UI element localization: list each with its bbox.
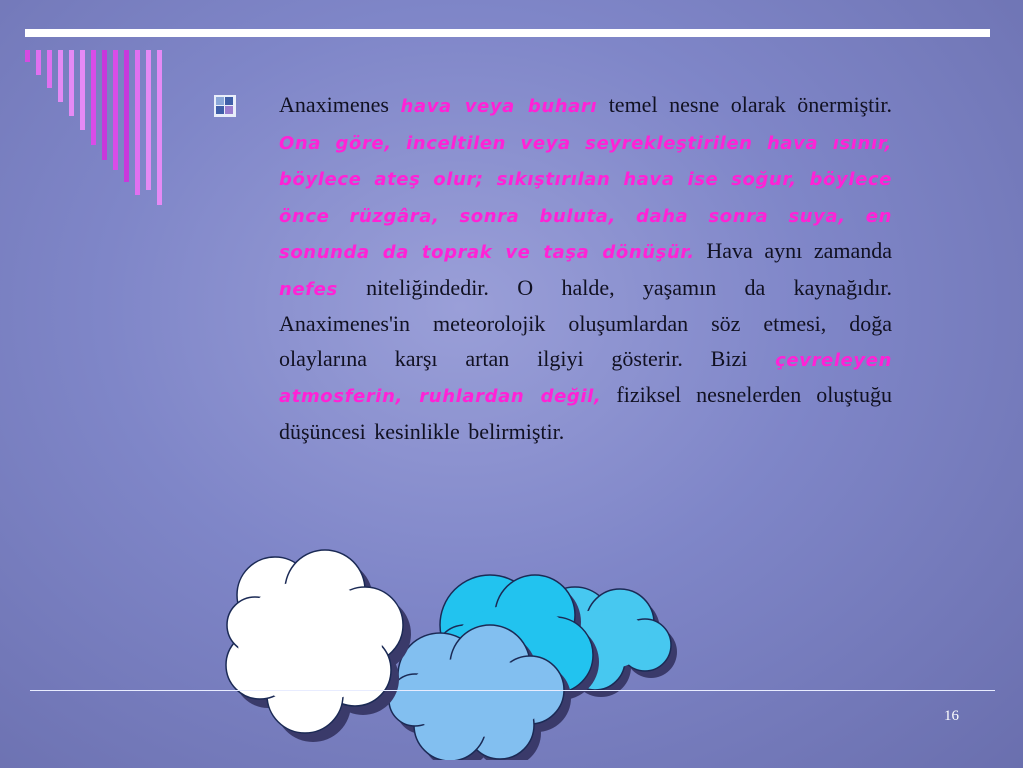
vertical-stripes-decoration — [0, 0, 170, 210]
paragraph-text: temel nesne olarak önermiştir. — [597, 92, 892, 117]
clouds-clipart — [220, 545, 690, 760]
paragraph-text: Anaximenes — [279, 92, 401, 117]
highlighted-text: çevreleyen atmosferin, ruhlardan değil, — [279, 349, 892, 407]
slide-paragraph — [279, 88, 892, 449]
page-number: 16 — [944, 708, 959, 724]
highlighted-text: Ona göre, inceltilen veya seyrekleştirilen hava ısınır, böylece ateş olur; sıkıştırılan hava ise soğur, böylece önce rüzgâra, sonra buluta, daha sonra suya, en sonunda da toprak ve taşa dönüşür. — [279, 132, 892, 263]
bottom-rule — [30, 690, 995, 691]
highlighted-text: hava veya buharı — [400, 96, 598, 117]
paragraph-text: Hava aynı zamanda — [694, 238, 892, 263]
square-bullet-icon — [212, 93, 238, 119]
highlighted-text: nefes — [279, 278, 338, 300]
paragraph-text: fiziksel nesnelerden oluştuğu düşüncesi kesinlikle belirmiştir. — [279, 382, 892, 444]
paragraph-text: niteliğindedir. O halde, yaşamın da kaynağıdır. Anaximenes'in meteorolojik oluşumlardan söz etmesi, doğa olaylarına karşı artan ilgiyi gösterir. Bizi — [279, 274, 892, 371]
